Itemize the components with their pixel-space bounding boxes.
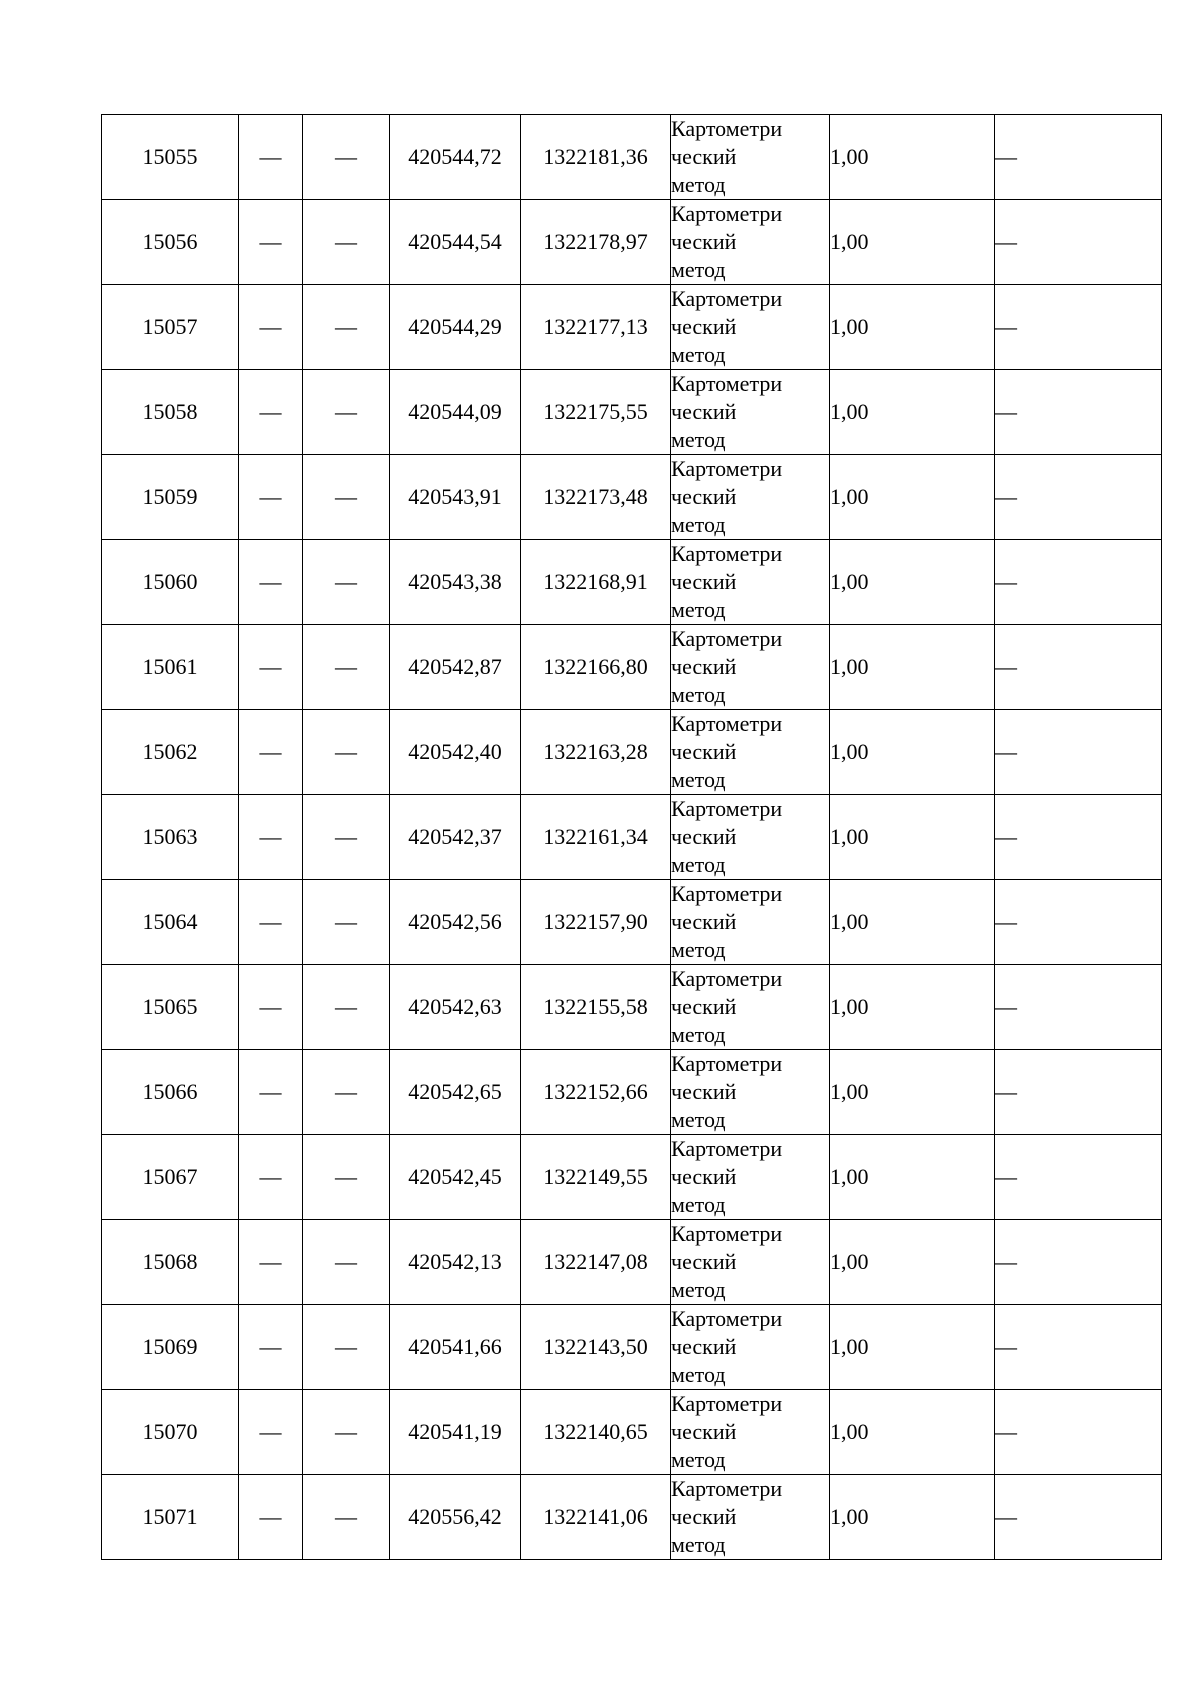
- table-row: [102, 1475, 1162, 1560]
- x-coordinate-cell: 420541,66: [390, 1305, 521, 1390]
- accuracy-cell: 1,00: [830, 1050, 995, 1135]
- accuracy-cell: 1,00: [830, 370, 995, 455]
- point-number-cell: 15059: [102, 455, 239, 540]
- accuracy-cell: 1,00: [830, 1135, 995, 1220]
- y-coordinate-cell: 1322166,80: [521, 625, 671, 710]
- x-coordinate-cell: 420543,91: [390, 455, 521, 540]
- y-coordinate-cell: 1322163,28: [521, 710, 671, 795]
- table-row: [102, 1390, 1162, 1475]
- method-text: Картометри ческий метод: [671, 796, 783, 877]
- method-cell: [671, 200, 830, 285]
- note-cell: —: [995, 455, 1162, 540]
- y-coordinate-cell: 1322168,91: [521, 540, 671, 625]
- method-text: Картометри ческий метод: [671, 711, 783, 792]
- method-text: Картометри ческий метод: [671, 1306, 783, 1387]
- note-cell: —: [995, 1220, 1162, 1305]
- empty-column-3-cell: —: [303, 710, 390, 795]
- note-cell: —: [995, 880, 1162, 965]
- empty-column-2-cell: —: [239, 795, 303, 880]
- method-text: Картометри ческий метод: [671, 966, 783, 1047]
- method-text: Картометри ческий метод: [671, 371, 783, 452]
- empty-column-3-cell: —: [303, 285, 390, 370]
- table-row: [102, 370, 1162, 455]
- note-cell: —: [995, 370, 1162, 455]
- note-cell: —: [995, 540, 1162, 625]
- x-coordinate-cell: 420543,38: [390, 540, 521, 625]
- y-coordinate-cell: 1322155,58: [521, 965, 671, 1050]
- empty-column-3-cell: —: [303, 795, 390, 880]
- y-coordinate-cell: 1322149,55: [521, 1135, 671, 1220]
- method-cell: [671, 1050, 830, 1135]
- point-number-cell: 15069: [102, 1305, 239, 1390]
- y-coordinate-cell: 1322181,36: [521, 115, 671, 200]
- table-row: [102, 710, 1162, 795]
- method-text: Картометри ческий метод: [671, 1476, 783, 1557]
- empty-column-3-cell: —: [303, 625, 390, 710]
- note-cell: —: [995, 1475, 1162, 1560]
- y-coordinate-cell: 1322157,90: [521, 880, 671, 965]
- table-row: [102, 455, 1162, 540]
- x-coordinate-cell: 420542,40: [390, 710, 521, 795]
- empty-column-2-cell: —: [239, 1220, 303, 1305]
- method-text: Картометри ческий метод: [671, 116, 783, 197]
- table-row: [102, 285, 1162, 370]
- table-row: [102, 1050, 1162, 1135]
- empty-column-3-cell: —: [303, 1475, 390, 1560]
- empty-column-2-cell: —: [239, 1135, 303, 1220]
- point-number-cell: 15065: [102, 965, 239, 1050]
- accuracy-cell: 1,00: [830, 1475, 995, 1560]
- empty-column-2-cell: —: [239, 370, 303, 455]
- point-number-cell: 15068: [102, 1220, 239, 1305]
- method-cell: [671, 1305, 830, 1390]
- empty-column-2-cell: —: [239, 540, 303, 625]
- method-cell: [671, 1220, 830, 1305]
- table-row: [102, 540, 1162, 625]
- method-cell: [671, 880, 830, 965]
- accuracy-cell: 1,00: [830, 625, 995, 710]
- point-number-cell: 15055: [102, 115, 239, 200]
- accuracy-cell: 1,00: [830, 200, 995, 285]
- point-number-cell: 15056: [102, 200, 239, 285]
- method-text: Картометри ческий метод: [671, 881, 783, 962]
- note-cell: —: [995, 965, 1162, 1050]
- note-cell: —: [995, 710, 1162, 795]
- empty-column-3-cell: —: [303, 1390, 390, 1475]
- x-coordinate-cell: 420556,42: [390, 1475, 521, 1560]
- empty-column-2-cell: —: [239, 1475, 303, 1560]
- accuracy-cell: 1,00: [830, 455, 995, 540]
- accuracy-cell: 1,00: [830, 115, 995, 200]
- empty-column-2-cell: —: [239, 625, 303, 710]
- method-cell: [671, 540, 830, 625]
- accuracy-cell: 1,00: [830, 710, 995, 795]
- method-text: Картометри ческий метод: [671, 1391, 783, 1472]
- empty-column-3-cell: —: [303, 115, 390, 200]
- empty-column-2-cell: —: [239, 115, 303, 200]
- method-text: Картометри ческий метод: [671, 1136, 783, 1217]
- table-row: [102, 1305, 1162, 1390]
- method-cell: [671, 965, 830, 1050]
- empty-column-3-cell: —: [303, 1135, 390, 1220]
- empty-column-3-cell: —: [303, 200, 390, 285]
- empty-column-3-cell: —: [303, 455, 390, 540]
- method-cell: [671, 455, 830, 540]
- accuracy-cell: 1,00: [830, 1305, 995, 1390]
- point-number-cell: 15067: [102, 1135, 239, 1220]
- point-number-cell: 15062: [102, 710, 239, 795]
- method-cell: [671, 115, 830, 200]
- accuracy-cell: 1,00: [830, 540, 995, 625]
- note-cell: —: [995, 1050, 1162, 1135]
- accuracy-cell: 1,00: [830, 965, 995, 1050]
- point-number-cell: 15064: [102, 880, 239, 965]
- empty-column-3-cell: —: [303, 1305, 390, 1390]
- point-number-cell: 15058: [102, 370, 239, 455]
- x-coordinate-cell: 420542,56: [390, 880, 521, 965]
- method-cell: [671, 625, 830, 710]
- x-coordinate-cell: 420542,87: [390, 625, 521, 710]
- method-cell: [671, 1135, 830, 1220]
- x-coordinate-cell: 420544,72: [390, 115, 521, 200]
- point-number-cell: 15057: [102, 285, 239, 370]
- table-row: [102, 1135, 1162, 1220]
- y-coordinate-cell: 1322143,50: [521, 1305, 671, 1390]
- table-row: [102, 795, 1162, 880]
- method-cell: [671, 710, 830, 795]
- x-coordinate-cell: 420544,09: [390, 370, 521, 455]
- y-coordinate-cell: 1322141,06: [521, 1475, 671, 1560]
- y-coordinate-cell: 1322173,48: [521, 455, 671, 540]
- empty-column-2-cell: —: [239, 455, 303, 540]
- x-coordinate-cell: 420542,45: [390, 1135, 521, 1220]
- y-coordinate-cell: 1322177,13: [521, 285, 671, 370]
- x-coordinate-cell: 420542,37: [390, 795, 521, 880]
- method-cell: [671, 1475, 830, 1560]
- y-coordinate-cell: 1322161,34: [521, 795, 671, 880]
- method-text: Картометри ческий метод: [671, 541, 783, 622]
- x-coordinate-cell: 420544,29: [390, 285, 521, 370]
- point-number-cell: 15071: [102, 1475, 239, 1560]
- table-row: [102, 880, 1162, 965]
- empty-column-2-cell: —: [239, 710, 303, 795]
- table-body: [102, 115, 1162, 1560]
- point-number-cell: 15063: [102, 795, 239, 880]
- table-row: [102, 625, 1162, 710]
- accuracy-cell: 1,00: [830, 1220, 995, 1305]
- note-cell: —: [995, 625, 1162, 710]
- method-text: Картометри ческий метод: [671, 1221, 783, 1302]
- accuracy-cell: 1,00: [830, 880, 995, 965]
- empty-column-3-cell: —: [303, 880, 390, 965]
- table-row: [102, 965, 1162, 1050]
- method-text: Картометри ческий метод: [671, 1051, 783, 1132]
- note-cell: —: [995, 200, 1162, 285]
- y-coordinate-cell: 1322175,55: [521, 370, 671, 455]
- empty-column-2-cell: —: [239, 1050, 303, 1135]
- method-cell: [671, 1390, 830, 1475]
- note-cell: —: [995, 1390, 1162, 1475]
- empty-column-2-cell: —: [239, 200, 303, 285]
- y-coordinate-cell: 1322152,66: [521, 1050, 671, 1135]
- y-coordinate-cell: 1322140,65: [521, 1390, 671, 1475]
- note-cell: —: [995, 1135, 1162, 1220]
- x-coordinate-cell: 420542,65: [390, 1050, 521, 1135]
- empty-column-3-cell: —: [303, 1220, 390, 1305]
- method-cell: [671, 795, 830, 880]
- empty-column-2-cell: —: [239, 1305, 303, 1390]
- empty-column-2-cell: —: [239, 880, 303, 965]
- table-row: [102, 200, 1162, 285]
- x-coordinate-cell: 420541,19: [390, 1390, 521, 1475]
- empty-column-2-cell: —: [239, 1390, 303, 1475]
- empty-column-2-cell: —: [239, 285, 303, 370]
- note-cell: —: [995, 285, 1162, 370]
- accuracy-cell: 1,00: [830, 795, 995, 880]
- y-coordinate-cell: 1322178,97: [521, 200, 671, 285]
- note-cell: —: [995, 115, 1162, 200]
- empty-column-3-cell: —: [303, 370, 390, 455]
- point-number-cell: 15070: [102, 1390, 239, 1475]
- accuracy-cell: 1,00: [830, 1390, 995, 1475]
- point-number-cell: 15066: [102, 1050, 239, 1135]
- x-coordinate-cell: 420544,54: [390, 200, 521, 285]
- x-coordinate-cell: 420542,13: [390, 1220, 521, 1305]
- point-number-cell: 15061: [102, 625, 239, 710]
- method-text: Картометри ческий метод: [671, 626, 783, 707]
- accuracy-cell: 1,00: [830, 285, 995, 370]
- method-text: Картометри ческий метод: [671, 201, 783, 282]
- note-cell: —: [995, 795, 1162, 880]
- method-cell: [671, 285, 830, 370]
- table-row: [102, 115, 1162, 200]
- empty-column-2-cell: —: [239, 965, 303, 1050]
- note-cell: —: [995, 1305, 1162, 1390]
- point-number-cell: 15060: [102, 540, 239, 625]
- empty-column-3-cell: —: [303, 965, 390, 1050]
- method-cell: [671, 370, 830, 455]
- empty-column-3-cell: —: [303, 540, 390, 625]
- x-coordinate-cell: 420542,63: [390, 965, 521, 1050]
- table-row: [102, 1220, 1162, 1305]
- coordinates-table: [101, 114, 1162, 1560]
- empty-column-3-cell: —: [303, 1050, 390, 1135]
- method-text: Картометри ческий метод: [671, 456, 783, 537]
- method-text: Картометри ческий метод: [671, 286, 783, 367]
- y-coordinate-cell: 1322147,08: [521, 1220, 671, 1305]
